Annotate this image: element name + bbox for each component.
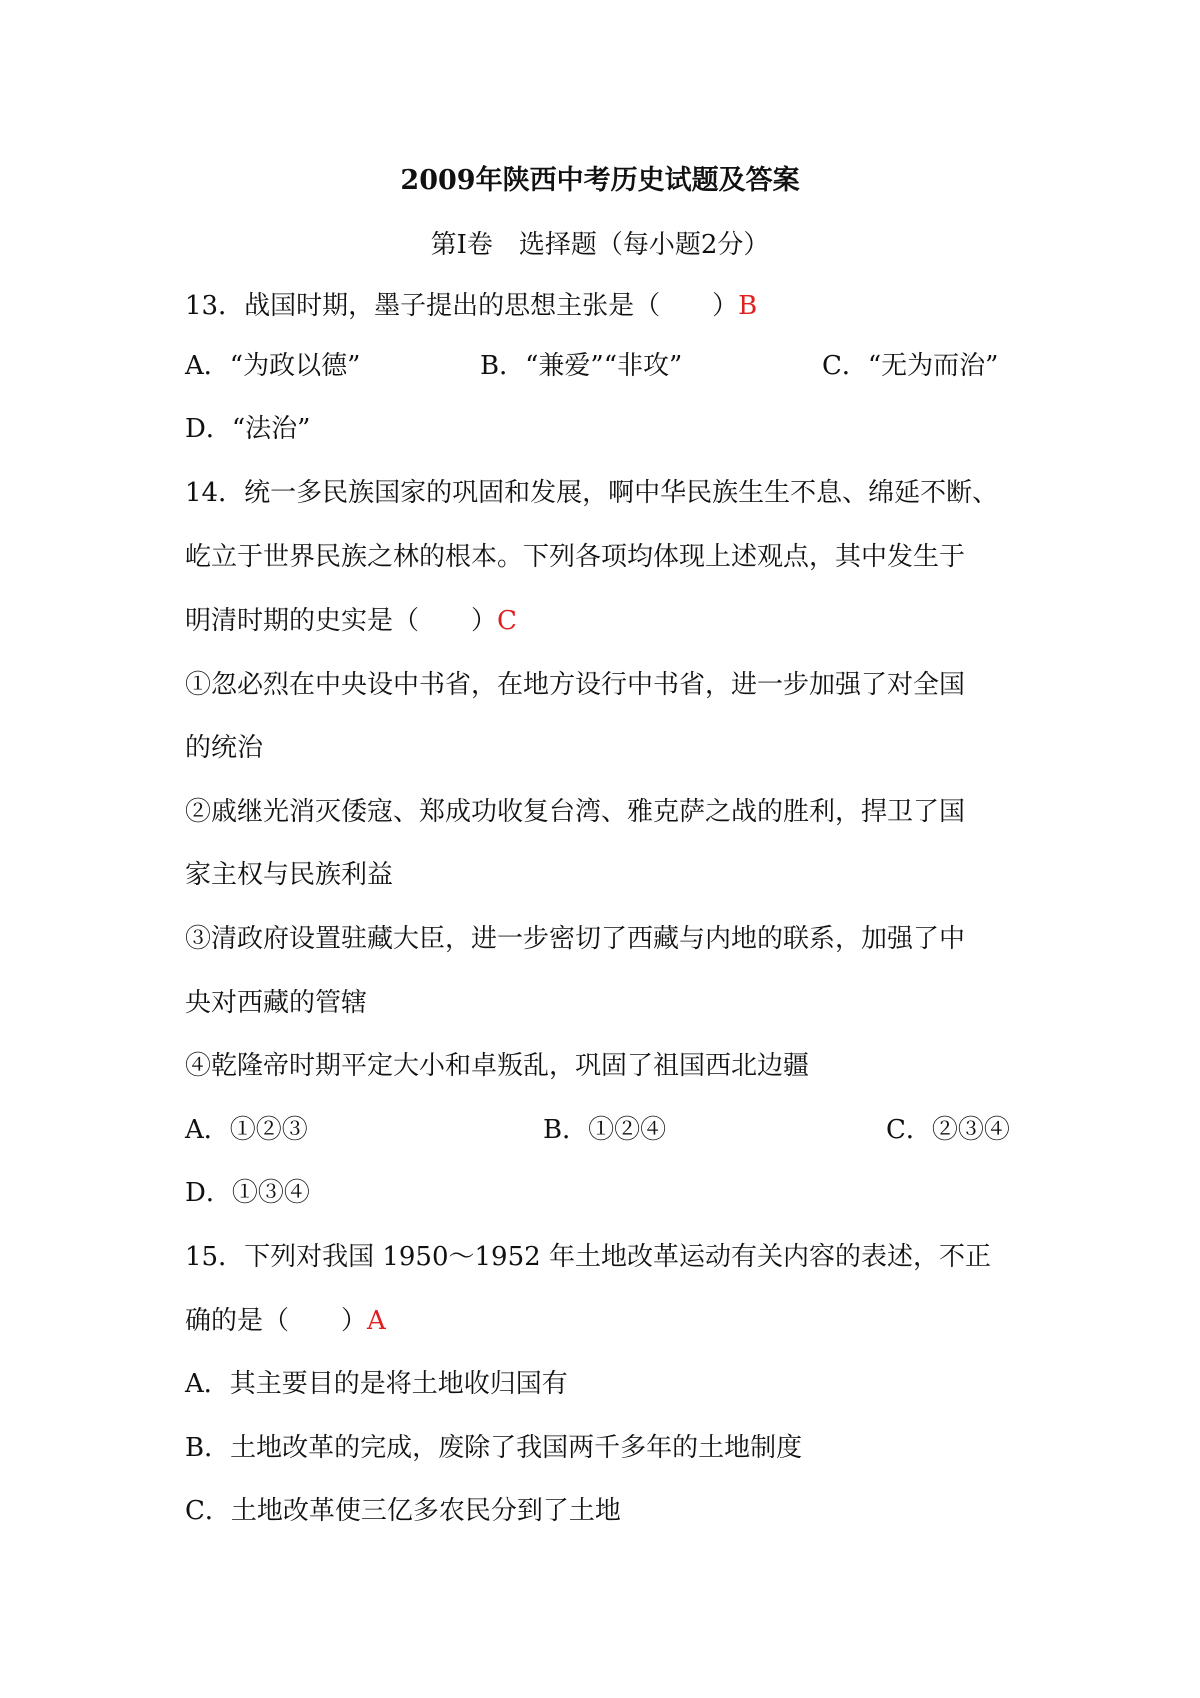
question-14-answer: C [497,606,517,636]
section-heading: 第Ⅰ卷 选择题（每小题2分） [430,230,770,260]
question-14-stem-line-2: 屹立于世界民族之林的根本。下列各项均体现上述观点，其中发生于 [185,542,966,572]
question-13-option-b: B．“兼爱”“非攻” [480,351,683,381]
document-title: 2009年陕西中考历史试题及答案 [400,165,800,196]
question-15-option-a: A．其主要目的是将土地收归国有 [185,1369,568,1399]
question-14-stem-line-1: 14．统一多民族国家的巩固和发展，啊中华民族生生不息、绵延不断、 [185,478,999,508]
question-14-statement: ④乾隆帝时期平定大小和卓叛乱，巩固了祖国西北边疆 [185,1051,810,1081]
question-14-statement: ③清政府设置驻藏大臣，进一步密切了西藏与内地的联系，加强了中 [185,924,966,954]
question-15-stem-line-2: 确的是（ ）A [185,1306,386,1336]
question-13-option-a: A．“为政以德” [185,351,361,381]
question-14-option-d: D．①③④ [185,1178,310,1208]
question-15-option-b: B．土地改革的完成，废除了我国两千多年的土地制度 [185,1433,803,1463]
question-14-option-c: C．②③④ [886,1115,1010,1145]
question-14-statement: 的统治 [185,733,264,763]
question-14-statement: ②戚继光消灭倭寇、郑成功收复台湾、雅克萨之战的胜利，捍卫了国 [185,797,966,827]
question-14-statement: 央对西藏的管辖 [185,988,368,1018]
question-15-option-c: C．土地改革使三亿多农民分到了土地 [185,1496,621,1526]
question-14-statement: ①忽必烈在中央设中书省，在地方设行中书省，进一步加强了对全国 [185,670,966,700]
question-15-answer: A [367,1306,386,1336]
question-13-stem: 13．战国时期，墨子提出的思想主张是（ ）B [185,291,758,321]
question-13-option-d: D．“法治” [185,414,311,444]
question-14-option-b: B．①②④ [543,1115,667,1145]
question-13-option-c: C．“无为而治” [822,351,999,381]
question-13-answer: B [738,291,758,321]
question-14-statement: 家主权与民族利益 [185,860,394,890]
question-14-stem-line-3: 明清时期的史实是（ ）C [185,606,517,636]
question-14-option-a: A．①②③ [185,1115,308,1145]
question-15-stem-line-1: 15．下列对我国 1950～1952 年土地改革运动有关内容的表述，不正 [185,1242,991,1272]
